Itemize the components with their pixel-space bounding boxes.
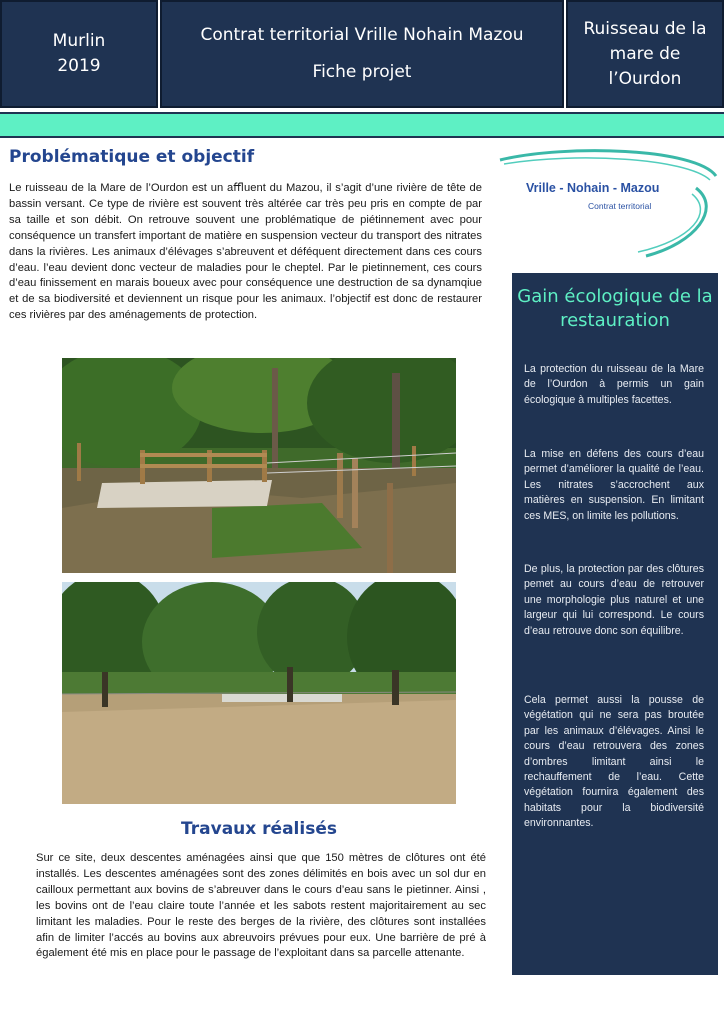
sidebar-ecological-gain bbox=[512, 273, 718, 975]
photo-watering-point bbox=[62, 358, 456, 573]
header-site-line-2: mare de bbox=[609, 43, 681, 64]
header-site-box bbox=[566, 0, 724, 108]
section-title-works: Travaux réalisés bbox=[181, 819, 337, 839]
accent-band bbox=[0, 112, 724, 138]
header-location: Murlin bbox=[52, 31, 106, 51]
header-year-box bbox=[0, 0, 158, 108]
sidebar-paragraph: Cela permet aussi la pousse de végétation qui ne sera pas broutée par les animaux d’élévages. Ainsi le cours d’eau retrouvera des zones d’ombres limitant ainsi le rechauffement de l’eau. Cette végétation fournira également des habitats pour la biodiversité environnantes. bbox=[524, 694, 704, 830]
header bbox=[0, 0, 724, 112]
header-year: 2019 bbox=[57, 56, 101, 76]
photo-fenced-meadow bbox=[62, 582, 456, 804]
sidebar-paragraph: La mise en défens des cours d’eau permet d’améliorer la qualité de l’eau. Les nitrates s’accrochent aux matières en suspension. En limitant ces MES, on limite les pollutions. bbox=[524, 448, 704, 522]
logo-subtitle: Contrat territorial bbox=[588, 201, 652, 211]
sidebar-paragraph: De plus, la protection par des clôtures pemet au cours d’eau de retrouver une morphologie plus naturel et une largeur qui lui correspond. Le cours d’eau retrouve donc son équilibre. bbox=[524, 563, 704, 637]
problem-paragraph: Le ruisseau de la Mare de l’Ourdon est un aﬄuent du Mazou, il s’agit d’une rivière de tête de bassin versant. Ce type de rivière est souvent très altérée car très peu pris en compte de par sa taille et son débit. On retrouve souvent une problématique de piétinnement avec pour conséquence un transfert important de matière en suspension vecteur du transport des nitrates dans la rivières. Les animaux d’élévages s’abreuvent et déféquent directement dans ces cours d’eau. l’eau devient donc vecteur de maladies pour le cheptel. Par le pietinnement, ces cours d’eau ﬁnissement en marais boueux avec pour conséquence une destruction de sa dynamqiue et de sa biodiversité et deviennent un risque pour les animaux. l’objectif est donc de restaurer ces rivières par des aménagements de protection. bbox=[9, 182, 482, 322]
sidebar-paragraph: La protection du ruisseau de la Mare de l’Ourdon à permis un gain écologique à multiples facettes. bbox=[524, 363, 704, 406]
header-site-line-3: l’Ourdon bbox=[608, 68, 682, 89]
header-title: Contrat territorial Vrille Nohain Mazou bbox=[200, 25, 524, 45]
header-subtitle: Fiche projet bbox=[312, 62, 412, 82]
sidebar-title: Gain écologique de la restauration bbox=[517, 286, 713, 331]
contract-logo bbox=[496, 148, 722, 260]
section-title-problem: Problématique et objectif bbox=[9, 147, 255, 167]
logo-name: Vrille - Nohain - Mazou bbox=[526, 181, 660, 195]
header-title-box bbox=[160, 0, 564, 108]
header-site-line-1: Ruisseau de la bbox=[583, 18, 707, 39]
works-paragraph: Sur ce site, deux descentes aménagées ainsi que que 150 mètres de clôtures ont été installés. Les descentes aménagées sont des zones délimités en bois avec un sol dur en cailloux permettant aux bovins de s’abreuver dans le cours d’eau sans le pietinner. Ainsi , les bovins ont de l’eau claire toute l’année et les sabots restent majoritairement au sec limitant les maladies. Pour le reste des berges de la rivière, des clôtures sont installées aﬁn de limiter l’accés au bovins aux abreuvoirs prévues pour eux. Une barrière de pré à également été mis en place pour le passage de l’exploitant dans sa parcelle attenante. bbox=[36, 852, 486, 960]
